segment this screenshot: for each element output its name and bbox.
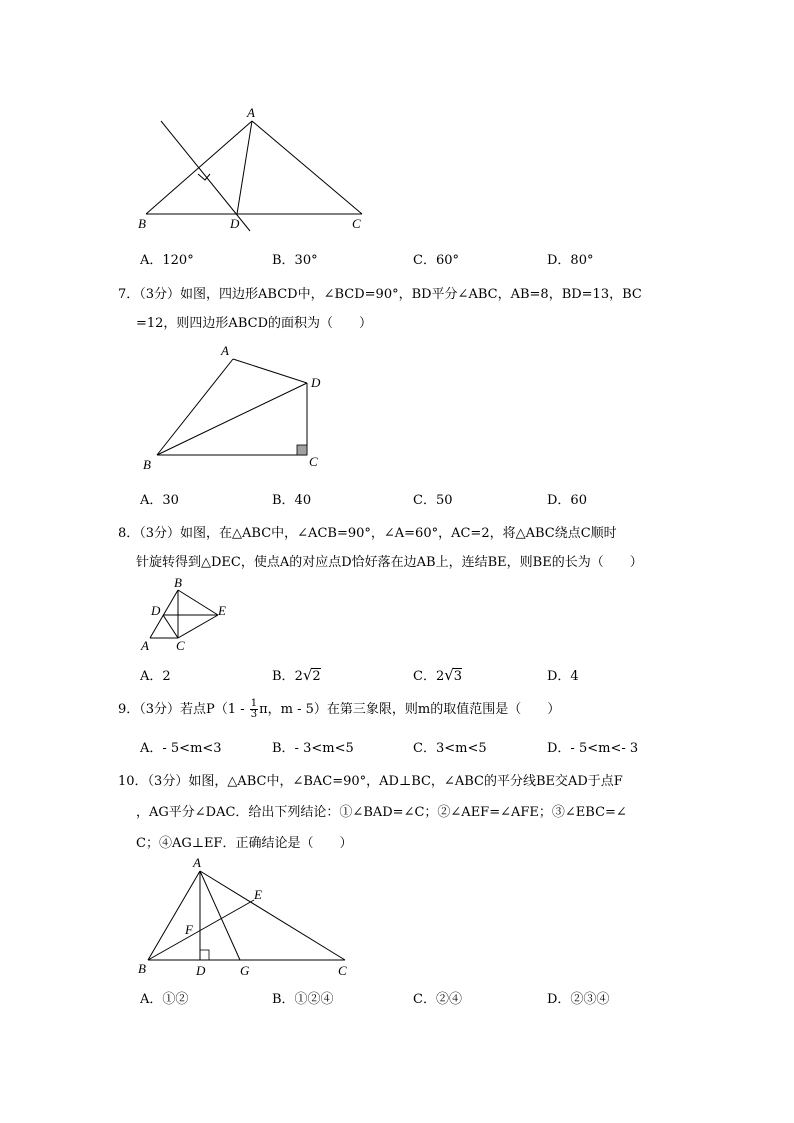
q9-option-a[interactable]: A．- 5<m<3 bbox=[140, 741, 222, 756]
q10-label-e: E bbox=[254, 887, 262, 902]
q6-option-b[interactable]: B．30° bbox=[272, 253, 318, 268]
q6-label-a: A bbox=[247, 105, 255, 120]
q10-stem-line2: ，AG平分∠DAC．给出下列结论：①∠BAD=∠C；②∠AEF=∠AFE；③∠EBC=∠ bbox=[136, 805, 627, 820]
q10-option-d[interactable]: D．②③④ bbox=[547, 992, 610, 1007]
q10-option-b[interactable]: B．①②④ bbox=[272, 992, 334, 1007]
q8-option-b[interactable]: B．2√2 bbox=[272, 666, 321, 684]
q8-figure bbox=[135, 575, 245, 655]
q7-option-b[interactable]: B．40 bbox=[272, 493, 312, 508]
q8-option-a[interactable]: A．2 bbox=[140, 669, 171, 684]
q10-stem-line3: C；④AG⊥EF．正确结论是（ ） bbox=[136, 836, 353, 851]
q9-option-d[interactable]: D．- 5<m<- 3 bbox=[547, 741, 639, 756]
q8-label-b: B bbox=[174, 575, 182, 590]
q8-stem-line1: 8．（3分）如图，在△ABC中，∠ACB=90°，∠A=60°，AC=2，将△ABC绕点C顺时 bbox=[118, 526, 617, 541]
q8-label-a: A bbox=[141, 638, 149, 653]
q7-label-d: D bbox=[311, 375, 321, 390]
q6-label-c: C bbox=[352, 216, 361, 231]
q10-option-c[interactable]: C．②④ bbox=[413, 992, 462, 1007]
q10-label-d: D bbox=[196, 963, 206, 978]
q6-option-d[interactable]: D．80° bbox=[547, 253, 594, 268]
q7-option-a[interactable]: A．30 bbox=[140, 493, 179, 508]
q7-label-b: B bbox=[143, 457, 151, 472]
q7-stem-line2: =12，则四边形ABCD的面积为（ ） bbox=[136, 316, 372, 331]
q7-stem-line1: 7．（3分）如图，四边形ABCD中，∠BCD=90°，BD平分∠ABC，AB=8，BD=13，BC bbox=[118, 287, 642, 302]
q10-label-b: B bbox=[138, 961, 146, 976]
q10-label-g: G bbox=[240, 963, 250, 978]
q6-figure bbox=[130, 100, 390, 240]
q6-label-b: B bbox=[138, 216, 146, 231]
q6-label-d: D bbox=[230, 216, 240, 231]
q10-label-f: F bbox=[185, 922, 193, 937]
q9-stem: 9．（3分）若点P（1 - $\frac{1}{3}$ π，m - 5）在第三象限，则m的取值范围是（ ） bbox=[118, 698, 561, 720]
q9-option-b[interactable]: B．- 3<m<5 bbox=[272, 741, 354, 756]
q10-label-c: C bbox=[338, 963, 347, 978]
q8-label-c: C bbox=[176, 638, 185, 653]
q6-option-c[interactable]: C．60° bbox=[413, 253, 459, 268]
q7-option-c[interactable]: C．50 bbox=[413, 493, 453, 508]
q10-figure bbox=[130, 852, 360, 982]
q10-option-a[interactable]: A．①② bbox=[140, 992, 189, 1007]
q7-label-a: A bbox=[221, 343, 229, 358]
q9-option-c[interactable]: C．3<m<5 bbox=[413, 741, 487, 756]
q8-stem-line2: 针旋转得到△DEC，使点A的对应点D恰好落在边AB上，连结BE，则BE的长为（ ） bbox=[136, 555, 643, 570]
q6-option-a[interactable]: A．120° bbox=[140, 253, 194, 268]
q9-fraction: $\frac{1}{3}$ bbox=[250, 698, 258, 720]
q7-figure bbox=[135, 340, 345, 475]
q7-option-d[interactable]: D．60 bbox=[547, 493, 587, 508]
q8-option-d[interactable]: D．4 bbox=[547, 669, 579, 684]
q7-label-c: C bbox=[309, 454, 318, 469]
q8-label-d: D bbox=[151, 603, 161, 618]
q10-stem-line1: 10．（3分）如图，△ABC中，∠BAC=90°，AD⊥BC，∠ABC的平分线BE交AD于点F bbox=[118, 774, 623, 789]
q8-label-e: E bbox=[218, 603, 226, 618]
q10-label-a: A bbox=[193, 855, 201, 870]
q8-option-c[interactable]: C．2√3 bbox=[413, 666, 463, 684]
